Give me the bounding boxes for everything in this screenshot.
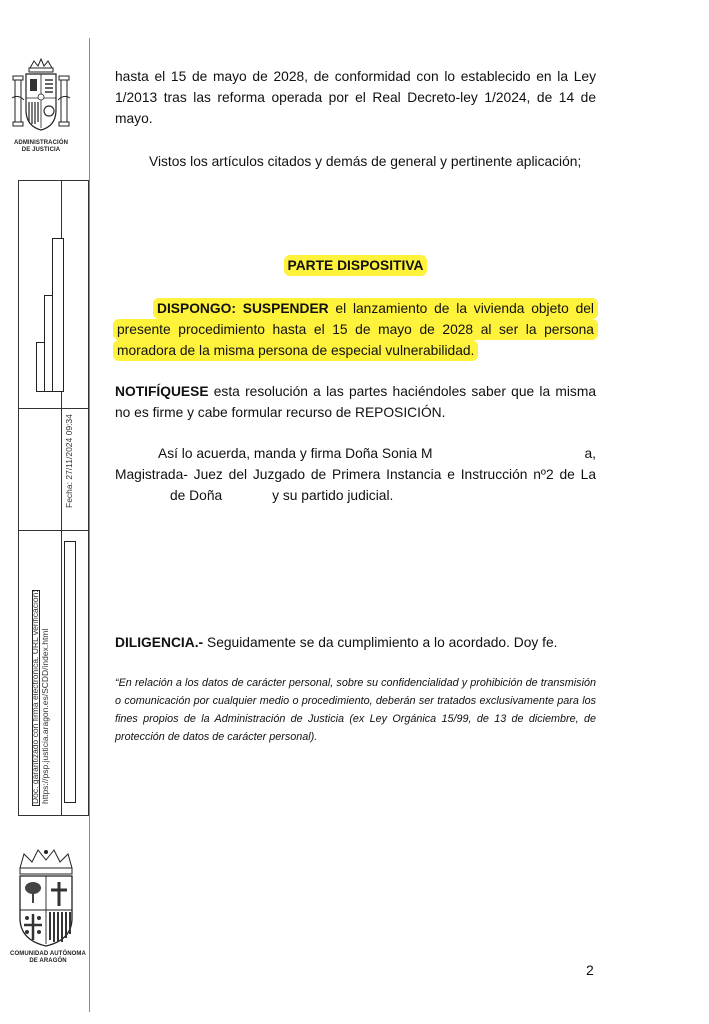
paragraph-ley: hasta el 15 de mayo de 2028, de conformidad con lo establecido en la Ley 1/2013 tras las reforma operada por el Real Decreto-ley 1/2024, de 14 de mayo. xyxy=(115,69,596,126)
paragraph-vistos: Vistos los artículos citados y demás de general y pertinente aplicación; xyxy=(149,154,582,169)
paragraph-dispongo xyxy=(115,298,596,361)
diligencia-text: Seguidamente se da cumplimiento a lo acordado. Doy fe. xyxy=(203,635,558,650)
asi-line2: Magistrada- Juez del Juzgado de Primera Instancia e Instrucción nº2 de La xyxy=(115,467,596,482)
dispongo-line1 xyxy=(155,300,596,317)
header-logo-label: ADMINISTRACIÓN DE JUSTICIA xyxy=(13,140,69,153)
paragraph-diligencia xyxy=(115,632,596,653)
section-heading-text: PARTE DISPOSITIVA xyxy=(287,258,424,273)
diligencia-bold: DILIGENCIA.- xyxy=(115,635,204,650)
signature-panel-divider xyxy=(18,530,89,531)
margin-separator-line xyxy=(89,38,90,1012)
verification-url[interactable]: https://psp.justicia.aragon.es/SCDD/index.html xyxy=(40,628,50,804)
asi-line3-end: y su partido judicial. xyxy=(272,488,394,503)
spain-coat-of-arms xyxy=(10,58,72,138)
dispongo-text: el lanzamiento de la vivienda objeto del xyxy=(328,301,594,316)
dispongo-line3: moradora de la misma persona de especial vulnerabilidad. xyxy=(117,343,475,358)
notifiquese-text: esta resolución a las partes haciéndoles saber que la misma no es firme y cabe formular recurso de REPOSICIÓN. xyxy=(115,384,596,420)
signature-date: Fecha: 27/11/2024 09:34 xyxy=(64,414,74,508)
aragon-coat-of-arms xyxy=(16,848,76,948)
paragraph-notifiquese xyxy=(115,381,596,423)
notifiquese-bold: NOTIFÍQUESE xyxy=(115,384,209,399)
dispongo-bold: DISPONGO: SUSPENDER xyxy=(157,301,329,316)
asi-line3-start: de Doña xyxy=(170,488,223,503)
asi-line1-text: Así lo acuerda, manda y firma Doña Sonia M xyxy=(158,446,433,461)
asi-line1-end: a, xyxy=(584,446,596,461)
signature-bar xyxy=(52,238,64,392)
dispongo-line2: presente procedimiento hasta el 15 de mayo de 2028 al ser la persona xyxy=(117,322,594,337)
privacy-note: “En relación a los datos de carácter personal, sobre su confidencialidad y prohibición de transmisión o comunicación por cualquier medio o procedimiento, deberán ser tratados exclusivamente para los fines propios de la Administración de Justicia (ex Ley Orgánica 15/99, de 13 de diciembre, de protección de datos de carácter personal). xyxy=(115,677,596,743)
section-heading xyxy=(115,258,596,273)
page-number: 2 xyxy=(586,962,594,978)
signature-panel-divider xyxy=(18,408,89,409)
footer-logo-label: COMUNIDAD AUTÓNOMA DE ARAGÓN xyxy=(10,951,86,964)
verification-text-line1: Doc. garantizado con firma electrónica. URL verificación: xyxy=(30,590,40,804)
paragraph-signature xyxy=(115,443,596,506)
signature-bar xyxy=(64,541,76,803)
